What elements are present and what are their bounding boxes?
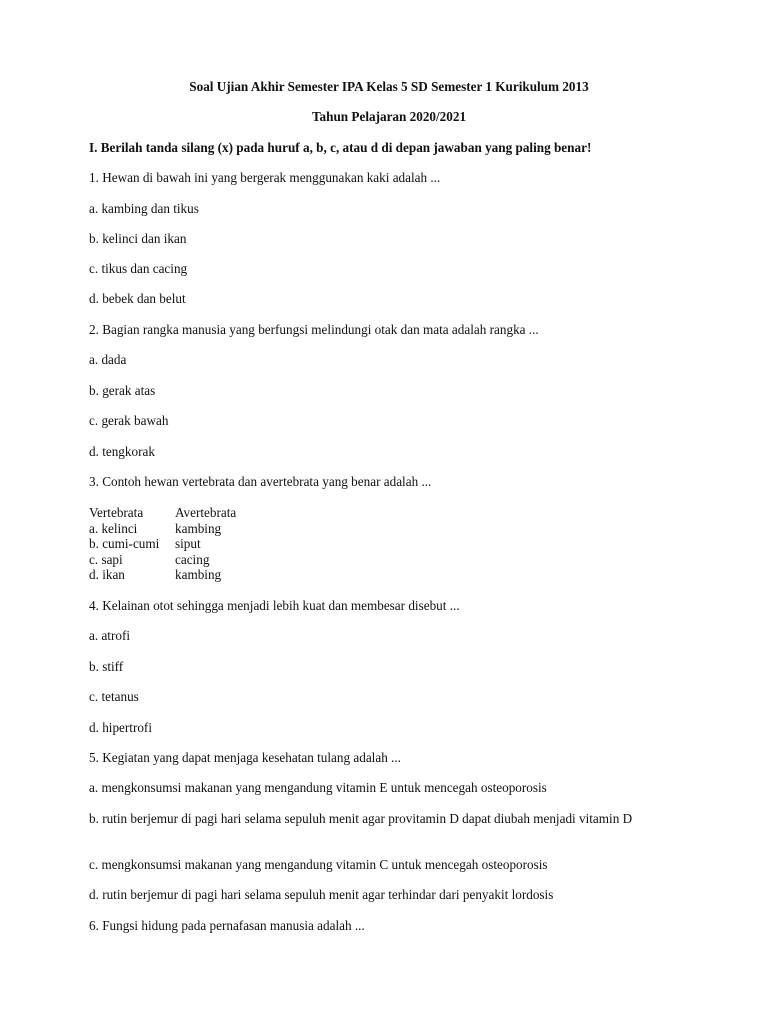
question-6: 6. Fungsi hidung pada pernafasan manusia adalah ...	[89, 918, 365, 933]
question-5-option-d: d. rutin berjemur di pagi hari selama sepuluh menit agar terhindar dari penyakit lordosis	[89, 887, 554, 902]
question-1-option-a: a. kambing dan tikus	[89, 201, 199, 216]
question-4: 4. Kelainan otot sehingga menjadi lebih kuat dan membesar disebut ...	[89, 598, 460, 613]
table-row-b-avertebrata: siput	[175, 536, 201, 551]
question-1-option-b: b. kelinci dan ikan	[89, 231, 187, 246]
question-4-option-a: a. atrofi	[89, 628, 131, 643]
question-4-option-d: d. hipertrofi	[89, 720, 152, 735]
question-3: 3. Contoh hewan vertebrata dan avertebrata yang benar adalah ...	[89, 474, 432, 489]
table-row-c-avertebrata: cacing	[175, 552, 210, 567]
question-4-option-c: c. tetanus	[89, 689, 139, 704]
question-5-option-a: a. mengkonsumsi makanan yang mengandung vitamin E untuk mencegah osteoporosis	[89, 780, 547, 795]
question-4-option-b: b. stiff	[89, 659, 124, 674]
table-header-avertebrata: Avertebrata	[175, 505, 237, 520]
question-1-option-c: c. tikus dan cacing	[89, 261, 188, 276]
table-row-c-vertebrata: c. sapi	[89, 552, 123, 567]
table-row-d-avertebrata: kambing	[175, 567, 222, 582]
document-subtitle: Tahun Pelajaran 2020/2021	[311, 109, 467, 124]
table-row-b-vertebrata: b. cumi-cumi	[89, 536, 160, 551]
question-2-option-b: b. gerak atas	[89, 383, 156, 398]
question-5-option-c: c. mengkonsumsi makanan yang mengandung vitamin C untuk mencegah osteoporosis	[89, 857, 548, 872]
question-2-option-a: a. dada	[89, 352, 127, 367]
table-row-a-vertebrata: a. kelinci	[89, 521, 138, 536]
question-5: 5. Kegiatan yang dapat menjaga kesehatan tulang adalah ...	[89, 750, 401, 765]
question-2: 2. Bagian rangka manusia yang berfungsi melindungi otak dan mata adalah rangka ...	[89, 322, 539, 337]
table-row-d-vertebrata: d. ikan	[89, 567, 125, 582]
question-2-option-c: c. gerak bawah	[89, 413, 169, 428]
table-header-vertebrata: Vertebrata	[89, 505, 144, 520]
document-title: Soal Ujian Akhir Semester IPA Kelas 5 SD Semester 1 Kurikulum 2013	[189, 79, 589, 94]
question-5-option-b: b. rutin berjemur di pagi hari selama sepuluh menit agar provitamin D dapat diubah menjadi vitamin D	[89, 811, 633, 826]
table-row-a-avertebrata: kambing	[175, 521, 222, 536]
section-instruction: I. Berilah tanda silang (x) pada huruf a, b, c, atau d di depan jawaban yang paling benar!	[89, 140, 592, 155]
question-2-option-d: d. tengkorak	[89, 444, 155, 459]
question-1-option-d: d. bebek dan belut	[89, 291, 186, 306]
question-1: 1. Hewan di bawah ini yang bergerak menggunakan kaki adalah ...	[89, 170, 441, 185]
